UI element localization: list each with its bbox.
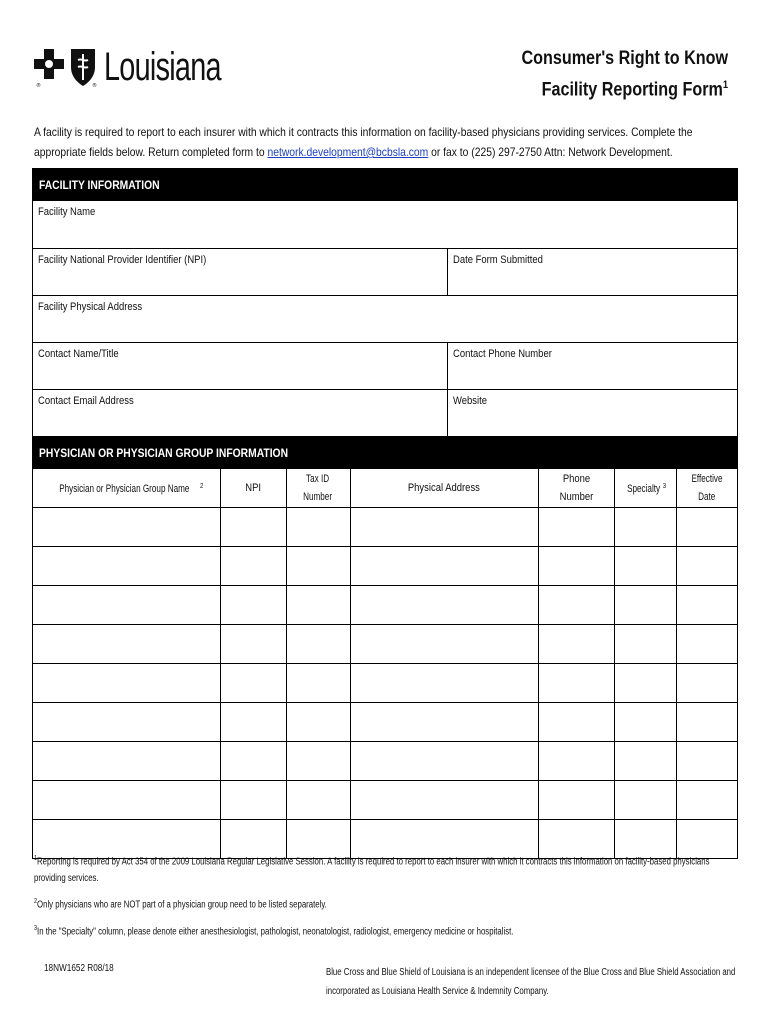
physician-section [32, 436, 738, 859]
physician-row [33, 703, 737, 742]
physician-row [33, 742, 737, 781]
physician-cell-npi[interactable] [220, 664, 286, 703]
physician-cell-tax-id[interactable] [286, 586, 350, 625]
physician-cell-specialty[interactable] [614, 508, 676, 547]
col-physician-name: Physician or Physician Group Name $^2$ [59, 482, 204, 496]
physician-row [33, 664, 737, 703]
physician-cell-name[interactable] [33, 742, 220, 781]
physician-cell-tax-id[interactable] [286, 742, 350, 781]
physician-cell-specialty[interactable] [614, 547, 676, 586]
physician-cell-phone[interactable] [538, 586, 614, 625]
physician-cell-phone[interactable] [538, 664, 614, 703]
brand-name: Louisiana [104, 44, 221, 89]
form-code: 18NW1652 R08/18 [44, 963, 114, 974]
physician-row [33, 781, 737, 820]
facility-address-field[interactable]: Facility Physical Address [38, 301, 143, 313]
physician-cell-address[interactable] [350, 625, 538, 664]
physician-cell-specialty[interactable] [614, 625, 676, 664]
physician-cell-address[interactable] [350, 703, 538, 742]
physician-row [33, 625, 737, 664]
physician-cell-address[interactable] [350, 508, 538, 547]
physician-cell-address[interactable] [350, 586, 538, 625]
physician-cell-tax-id[interactable] [286, 625, 350, 664]
col-phone-number: Phone Number [538, 469, 614, 508]
svg-text:®: ® [36, 83, 41, 89]
email-link[interactable]: network.development@bcbsla.com [267, 145, 429, 159]
physician-cell-npi[interactable] [220, 625, 286, 664]
physician-cell-specialty[interactable] [614, 742, 676, 781]
contact-row [33, 342, 737, 389]
cross-logo-icon [34, 45, 64, 89]
footnote-2: $^2$Only physicians who are NOT part of a physician group need to be listed separately. [34, 898, 327, 911]
physician-cell-phone[interactable] [538, 742, 614, 781]
physician-cell-address[interactable] [350, 664, 538, 703]
physician-cell-effective-date[interactable] [676, 703, 737, 742]
col-tax-id: Tax ID Number [286, 469, 350, 508]
brand-logo [34, 40, 266, 94]
physician-cell-tax-id[interactable] [286, 508, 350, 547]
physician-cell-effective-date[interactable] [676, 742, 737, 781]
date-submitted-field[interactable]: Date Form Submitted [447, 249, 737, 295]
physician-row [33, 547, 737, 586]
physician-cell-phone[interactable] [538, 625, 614, 664]
physician-header: PHYSICIAN OR PHYSICIAN GROUP INFORMATION [33, 437, 737, 469]
contact-name-field[interactable]: Contact Name/Title [38, 348, 119, 360]
physician-table-header [33, 469, 737, 508]
physician-cell-effective-date[interactable] [676, 508, 737, 547]
physician-cell-name[interactable] [33, 664, 220, 703]
intro-text-2: or fax to (225) 297-2750 Attn: Network Development. [431, 145, 673, 159]
physician-cell-tax-id[interactable] [286, 703, 350, 742]
physician-cell-effective-date[interactable] [676, 781, 737, 820]
intro-paragraph [34, 122, 734, 162]
physician-cell-name[interactable] [33, 508, 220, 547]
contact-email-row [33, 389, 737, 436]
facility-npi-row [33, 248, 737, 295]
title-line-2: Facility Reporting Form$^1$ [541, 79, 728, 101]
physician-cell-address[interactable] [350, 781, 538, 820]
physician-cell-name[interactable] [33, 703, 220, 742]
physician-cell-address[interactable] [350, 742, 538, 781]
physician-cell-npi[interactable] [220, 781, 286, 820]
col-effective-date: Effective Date [676, 469, 737, 508]
col-npi: NPI [220, 469, 286, 508]
physician-cell-npi[interactable] [220, 586, 286, 625]
physician-cell-name[interactable] [33, 625, 220, 664]
physician-cell-phone[interactable] [538, 703, 614, 742]
shield-logo-icon [68, 45, 98, 89]
physician-cell-specialty[interactable] [614, 781, 676, 820]
title-footnote-mark: 1 [722, 79, 728, 91]
col-specialty: Specialty $^3$ [614, 469, 676, 508]
license-statement: Blue Cross and Blue Shield of Louisiana is an independent licensee of the Blue Cross and Blue Shield Association and incorporated as Louisiana Health Service & Indemnity Company. [326, 967, 736, 997]
physician-cell-npi[interactable] [220, 703, 286, 742]
physician-row [33, 586, 737, 625]
form-title [485, 46, 728, 103]
facility-name-field[interactable]: Facility Name [38, 206, 96, 218]
footnote-3: $^3$In the "Specialty" column, please denote either anesthesiologist, pathologist, neonatologist, radiologist, emergency medicine or hospitalist. [34, 924, 514, 937]
physician-cell-effective-date[interactable] [676, 664, 737, 703]
facility-address-row [33, 295, 737, 342]
title-line-1: Consumer's Right to Know [521, 48, 728, 69]
physician-cell-npi[interactable] [220, 547, 286, 586]
physician-cell-name[interactable] [33, 781, 220, 820]
physician-cell-tax-id[interactable] [286, 664, 350, 703]
physician-row [33, 508, 737, 547]
physician-cell-effective-date[interactable] [676, 547, 737, 586]
footnote-1: $^1$Reporting is required by Act 354 of the 2009 Louisiana Regular Legislative Session. A facility is required to report to each insurer with which it contracts this information on facility-based physicians providing services. [34, 855, 710, 885]
svg-text:®: ® [92, 83, 97, 89]
footnotes [34, 850, 734, 946]
physician-cell-address[interactable] [350, 547, 538, 586]
physician-cell-effective-date[interactable] [676, 625, 737, 664]
physician-cell-effective-date[interactable] [676, 586, 737, 625]
contact-phone-field[interactable]: Contact Phone Number [447, 343, 737, 389]
website-field[interactable]: Website [447, 390, 737, 436]
facility-section [32, 168, 738, 437]
physician-cell-tax-id[interactable] [286, 781, 350, 820]
physician-cell-phone[interactable] [538, 547, 614, 586]
physician-cell-npi[interactable] [220, 508, 286, 547]
contact-email-field[interactable]: Contact Email Address [38, 395, 134, 407]
facility-header: FACILITY INFORMATION [33, 169, 737, 201]
physician-cell-specialty[interactable] [614, 586, 676, 625]
physician-cell-phone[interactable] [538, 781, 614, 820]
physician-cell-tax-id[interactable] [286, 547, 350, 586]
physician-cell-specialty[interactable] [614, 664, 676, 703]
physician-cell-name[interactable] [33, 586, 220, 625]
physician-cell-specialty[interactable] [614, 703, 676, 742]
physician-table [33, 469, 737, 858]
physician-cell-phone[interactable] [538, 508, 614, 547]
physician-cell-name[interactable] [33, 547, 220, 586]
facility-npi-field[interactable]: Facility National Provider Identifier (NPI) [38, 254, 207, 266]
physician-cell-npi[interactable] [220, 742, 286, 781]
intro-text-1: A facility is required to report to each insurer with which it contracts this information on facility-based physicians providing services. Complete the appropriate fields below. Return completed form to [34, 125, 693, 159]
facility-name-row [33, 201, 737, 248]
col-physical-address: Physical Address [350, 469, 538, 508]
